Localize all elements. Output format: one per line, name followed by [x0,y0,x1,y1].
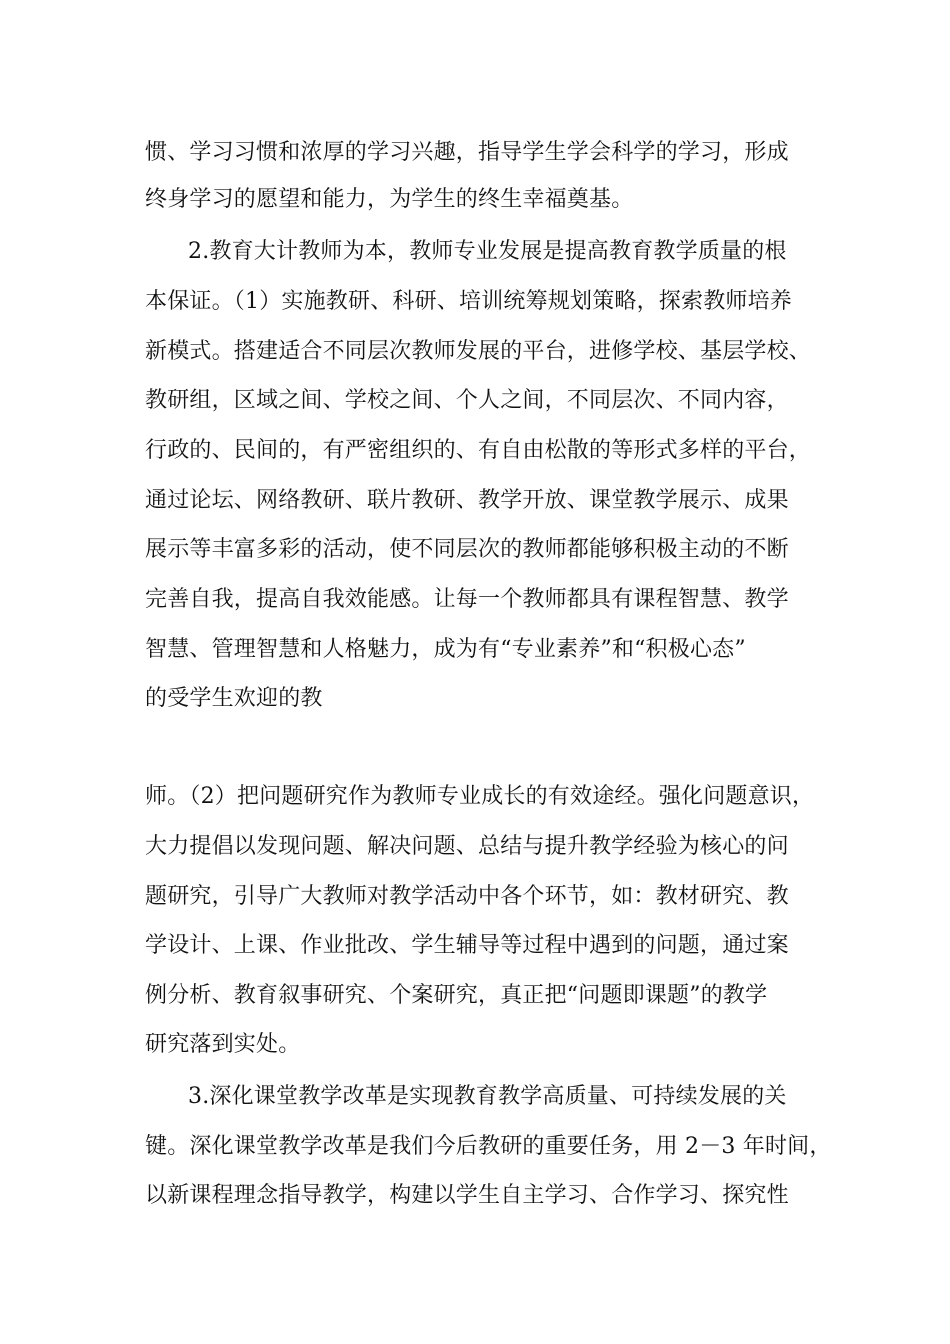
text-line: 的受学生欢迎的教 [145,686,323,711]
text-line: 新模式。搭建适合不同层次教师发展的平台，进修学校、基层学校、 [145,339,812,364]
text-line: 通过论坛、网络教研、联片教研、教学开放、课堂教学展示、成果 [145,488,789,513]
text-line: 展示等丰富多彩的活动，使不同层次的教师都能够积极主动的不断 [145,537,789,562]
paragraph-start-line: 3.深化课堂教学改革是实现教育教学高质量、可持续发展的关 [188,1084,787,1109]
text-line: 完善自我，提高自我效能感。让每一个教师都具有课程智慧、教学 [145,587,789,612]
text-line: 师。（2）把问题研究作为教师专业成长的有效途经。强化问题意识， [145,784,815,809]
text-line: 行政的、民间的，有严密组织的、有自由松散的等形式多样的平台， [145,438,812,463]
text-line: 题研究，引导广大教师对教学活动中各个环节，如：教材研究、教 [145,884,789,909]
text-line: 惯、学习习惯和浓厚的学习兴趣，指导学生学会科学的学习，形成 [145,140,789,165]
text-line: 例分析、教育叙事研究、个案研究，真正把“问题即课题”的教学 [145,983,768,1008]
text-line: 键。深化课堂教学改革是我们今后教研的重要任务，用 2－3 年时间， [145,1134,832,1159]
text-line: 教研组，区域之间、学校之间、个人之间，不同层次、不同内容， [145,388,789,413]
text-line: 学设计、上课、作业批改、学生辅导等过程中遇到的问题，通过案 [145,933,789,958]
text-line: 以新课程理念指导教学，构建以学生自主学习、合作学习、探究性 [145,1183,789,1208]
text-line: 终身学习的愿望和能力，为学生的终生幸福奠基。 [145,187,634,212]
text-line: 研究落到实处。 [145,1032,301,1057]
text-line: 本保证。（1）实施教研、科研、培训统筹规划策略，探索教师培养 [145,289,792,314]
paragraph-start-line: 2.教育大计教师为本，教师专业发展是提高教育教学质量的根 [188,239,787,264]
text-line: 智慧、管理智慧和人格魅力，成为有“专业素养”和“积极心态” [145,637,746,662]
text-line: 大力提倡以发现问题、解决问题、总结与提升教学经验为核心的问 [145,834,789,859]
